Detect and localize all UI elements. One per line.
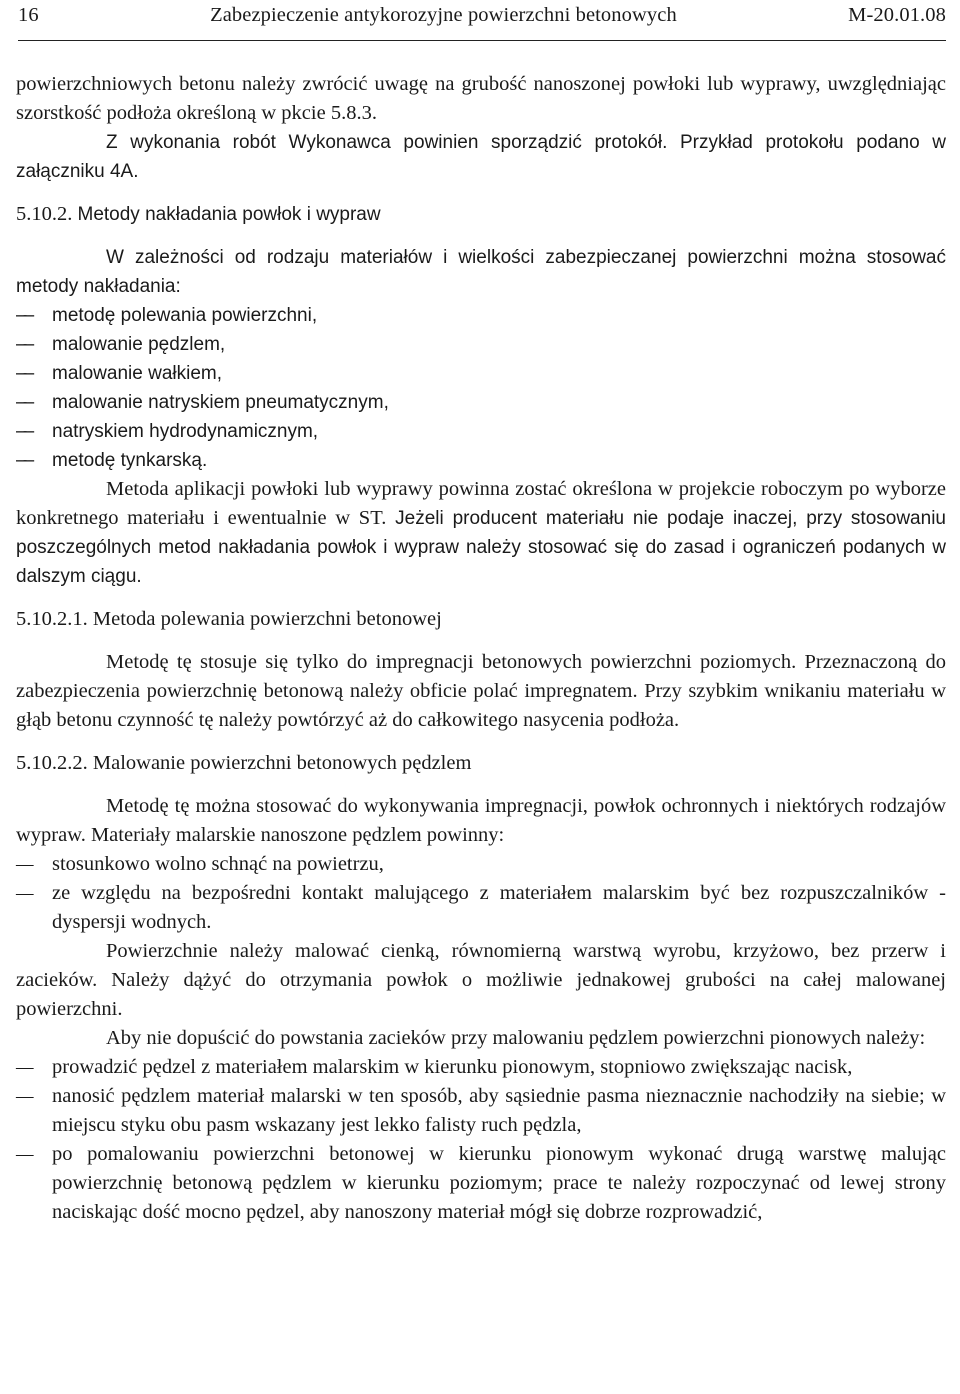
document-code: M-20.01.08 [848, 3, 946, 26]
list-item: –– stosunkowo wolno schnąć na powietrzu, [16, 850, 946, 879]
page-number: 16 [18, 3, 39, 26]
list-item: –– nanosić pędzlem materiał malarski w ten sposób, aby sąsiednie pasma nieznacznie nachodziły na siebie; w miejscu styku obu pasm wskazany jest lekko falisty ruch pędzla, [16, 1082, 946, 1140]
list-item: –– ze względu na bezpośredni kontakt malującego z materiałem malarskim być bez rozpuszczalników - dyspersji wodnych. [16, 879, 946, 937]
paragraph [16, 648, 946, 735]
page-header [18, 0, 946, 30]
text-span: Jeżeli producent materiału nie podaje inaczej, przy stosowaniu poszczególnych metod nakładania powłok i wypraw należy stosować się do zasad i ograniczeń podanych w dalszym ciągu. [16, 508, 946, 587]
paragraph [16, 792, 946, 850]
page-content [16, 70, 946, 1227]
text-span: Powierzchnie należy malować cienką, równomierną warstwą wyrobu, krzyżowo, bez przerw i zacieków. [16, 940, 946, 991]
paragraph: Z wykonania robót Wykonawca powinien sporządzić protokół. Przykład protokołu podano w załączniku 4A. [16, 132, 946, 182]
text-span: Metodę tę stosuje się tylko do impregnacji betonowych powierzchni poziomych. Przeznaczoną do zabezpieczenia powierzchnię betonową należy obficie polać impregnatem. [16, 651, 946, 702]
list-item: –– malowanie natryskiem pneumatycznym, [16, 388, 946, 417]
section-number: 5.10.2. [16, 203, 73, 225]
section-heading: 5.10.2.1. Metoda polewania powierzchni betonowej [16, 608, 442, 630]
paragraph: Aby nie dopuścić do powstania zacieków przy malowaniu pędzlem powierzchni pionowych należy: [106, 1027, 926, 1049]
list-item: –– prowadzić pędzel z materiałem malarskim w kierunku pionowym, stopniowo zwiększając nacisk, [16, 1053, 946, 1082]
list-item: –– metodę tynkarską. [16, 446, 946, 475]
list-item: –– natryskiem hydrodynamicznym, [16, 417, 946, 446]
instructions-list [16, 1053, 946, 1227]
document-title: Zabezpieczenie antykorozyjne powierzchni betonowych [210, 3, 677, 26]
paragraph [16, 475, 946, 591]
section-title: Metody nakładania powłok i wypraw [77, 204, 381, 225]
requirements-list [16, 850, 946, 937]
list-item: –– metodę polewania powierzchni, [16, 301, 946, 330]
paragraph: W zależności od rodzaju materiałów i wielkości zabezpieczanej powierzchni można stosować metody nakładania: [16, 247, 946, 297]
paragraph: powierzchniowych betonu należy zwrócić uwagę na grubość nanoszonej powłoki lub wyprawy, uwzględniając szorstkość podłoża określoną w pkcie 5.8.3. [16, 73, 946, 124]
list-item: –– po pomalowaniu powierzchni betonowej w kierunku pionowym wykonać drugą warstwę malując powierzchnię betonową pędzlem w kierunku poziomym; prace te należy rozpoczynać od lewej strony naciskając dość mocno pędzel, aby nanoszony materiał mógł się dobrze rozprowadzić, [16, 1140, 946, 1227]
paragraph [16, 937, 946, 1024]
list-item: –– malowanie pędzlem, [16, 330, 946, 359]
methods-list [16, 301, 946, 475]
list-item: –– malowanie wałkiem, [16, 359, 946, 388]
section-heading [16, 200, 946, 229]
header-rule [18, 40, 946, 41]
text-span: Materiały malarskie nanoszone pędzlem powinny: [85, 824, 505, 846]
text-span: Metodę tę można stosować do wykonywania impregnacji, powłok ochronnych i niektórych rodzajów wypraw. [16, 795, 946, 846]
text-span: Należy dążyć do otrzymania powłok o możliwie jednakowej grubości na całej malowanej powierzchni. [16, 969, 946, 1020]
section-heading: 5.10.2.2. Malowanie powierzchni betonowych pędzlem [16, 752, 472, 774]
text-span: Metoda aplikacji powłoki lub wyprawy powinna zostać określona w projekcie roboczym po wyborze konkretnego materiału i ewentualnie w ST. [16, 478, 946, 529]
text-span: Przy szybkim wnikaniu materiału w głąb betonu czynność tę należy powtórzyć aż do całkowitego nasycenia podłoża. [16, 680, 946, 731]
